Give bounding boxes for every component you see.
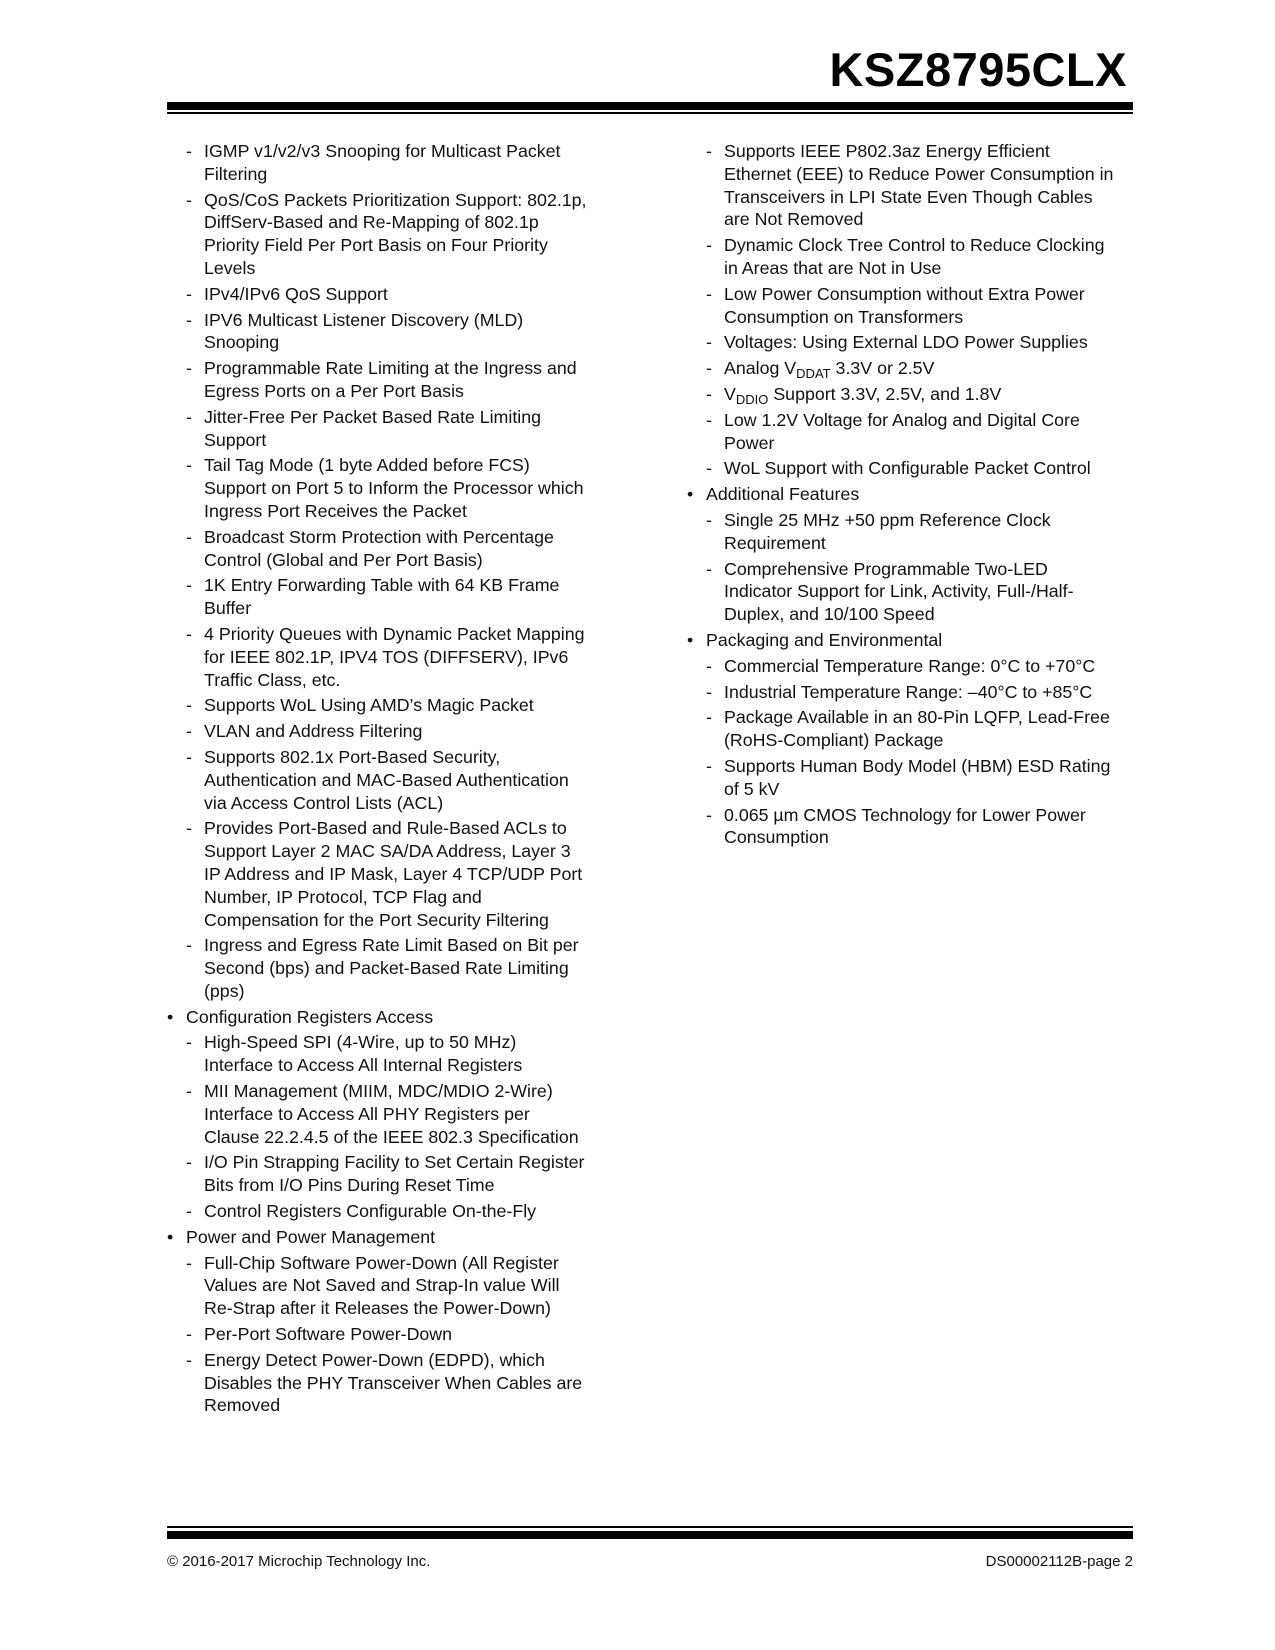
dash-item — [167, 817, 587, 931]
item-text: Jitter-Free Per Packet Based Rate Limiting Support — [204, 406, 541, 450]
dash-item — [167, 1151, 587, 1197]
item-text: Programmable Rate Limiting at the Ingress and Egress Ports on a Per Port Basis — [204, 358, 577, 401]
dash-item — [167, 623, 587, 691]
item-text: 4 Priority Queues with Dynamic Packet Mapping for IEEE 802.1P, IPV4 TOS (DIFFSERV), IPv6 Traffic Class, etc. — [204, 623, 585, 690]
dash-item — [687, 706, 1117, 752]
footer-copyright: © 2016-2017 Microchip Technology Inc. — [167, 1553, 431, 1570]
item-text: Commercial Temperature Range: 0°C to +70°C — [724, 655, 1096, 676]
header-rule-thin — [167, 112, 1133, 114]
item-text: Supports 802.1x Port-Based Security, Authentication and MAC-Based Authentication via Access Control Lists (ACL) — [204, 746, 569, 813]
item-text: Industrial Temperature Range: –40°C to +85°C — [724, 681, 1093, 702]
dash-item — [167, 746, 587, 814]
dash-item — [167, 189, 587, 280]
item-text: Supports IEEE P802.3az Energy Efficient Ethernet (EEE) to Reduce Power Consumption in Transceivers in LPI State Even Though Cables are Not Removed — [724, 141, 1114, 230]
dash-item — [167, 720, 587, 743]
dash-item — [167, 1323, 587, 1346]
item-text-subscript: DDAT — [796, 366, 831, 382]
item-text: IPv4/IPv6 QoS Support — [204, 283, 388, 304]
dash-item — [687, 409, 1117, 455]
dash-item — [167, 1349, 587, 1417]
dash-item — [167, 1200, 587, 1223]
item-text: VLAN and Address Filtering — [204, 721, 423, 742]
footer-rule-thick — [167, 1531, 1133, 1539]
footer-rule-thin — [167, 1526, 1133, 1528]
item-text: Full-Chip Software Power-Down (All Register Values are Not Saved and Strap-In value Will Re-Strap after it Releases the Power-Down) — [204, 1252, 560, 1319]
dash-item — [687, 457, 1117, 480]
dash-item — [167, 1080, 587, 1148]
dash-item — [687, 755, 1117, 801]
dash-item — [687, 234, 1117, 280]
bullet-item — [687, 483, 1117, 506]
dash-item — [167, 1252, 587, 1320]
dash-item — [687, 558, 1117, 626]
item-text-subscript: DDIO — [735, 391, 769, 407]
dash-item — [167, 283, 587, 306]
footer-page-number: DS00002112B-page 2 — [985, 1553, 1133, 1570]
item-text: I/O Pin Strapping Facility to Set Certain Register Bits from I/O Pins During Reset Time — [204, 1152, 585, 1196]
item-text-post: Support 3.3V, 2.5V, and 1.8V — [768, 383, 1002, 404]
dash-item — [167, 140, 587, 186]
dash-item — [687, 681, 1117, 704]
item-text: Tail Tag Mode (1 byte Added before FCS) Support on Port 5 to Inform the Processor which Ingress Port Receives the Packet — [204, 455, 584, 521]
item-text: Packaging and Environmental — [706, 629, 943, 650]
bullet-item — [167, 1226, 587, 1249]
item-text: WoL Support with Configurable Packet Control — [724, 458, 1091, 479]
dash-item — [167, 574, 587, 620]
item-text: Per-Port Software Power-Down — [204, 1324, 453, 1345]
dash-item — [687, 283, 1117, 329]
dash-item — [687, 655, 1117, 678]
item-text: Low Power Consumption without Extra Power Consumption on Transformers — [724, 283, 1085, 327]
dash-item — [167, 357, 587, 403]
item-text: Package Available in an 80-Pin LQFP, Lead-Free (RoHS-Compliant) Package — [724, 707, 1110, 751]
item-text: Provides Port-Based and Rule-Based ACLs to Support Layer 2 MAC SA/DA Address, Layer 3 IP Address and IP Mask, Layer 4 TCP/UDP Port Number, IP Protocol, TCP Flag and Compensation for the Port Security Filtering — [204, 818, 583, 930]
dash-item — [167, 406, 587, 452]
item-text-pre: V — [724, 383, 736, 404]
dash-item — [687, 383, 1117, 406]
bullet-item — [167, 1006, 587, 1029]
item-text: Dynamic Clock Tree Control to Reduce Clocking in Areas that are Not in Use — [724, 235, 1105, 278]
item-text: Supports Human Body Model (HBM) ESD Rating of 5 kV — [724, 755, 1111, 799]
item-text: Energy Detect Power-Down (EDPD), which Disables the PHY Transceiver When Cables are Removed — [204, 1349, 583, 1416]
item-text: Ingress and Egress Rate Limit Based on Bit per Second (bps) and Packet-Based Rate Limiting (pps) — [204, 935, 579, 1001]
dash-item — [687, 357, 1117, 380]
page-title: KSZ8795CLX — [829, 43, 1127, 96]
dash-item — [687, 331, 1117, 354]
left-column — [167, 140, 587, 1420]
bullet-item — [687, 629, 1117, 652]
item-text: Voltages: Using External LDO Power Supplies — [724, 332, 1088, 353]
dash-item — [167, 526, 587, 572]
item-text: Broadcast Storm Protection with Percentage Control (Global and Per Port Basis) — [204, 526, 554, 570]
item-text: 1K Entry Forwarding Table with 64 KB Frame Buffer — [204, 575, 560, 619]
dash-item — [687, 509, 1117, 555]
header-rule-thick — [167, 102, 1133, 110]
item-text: QoS/CoS Packets Prioritization Support: 802.1p, DiffServ-Based and Re-Mapping of 802.1p Priority Field Per Port Basis on Four Priority Levels — [204, 189, 587, 278]
item-text: IGMP v1/v2/v3 Snooping for Multicast Packet Filtering — [204, 141, 561, 184]
item-text: Configuration Registers Access — [186, 1006, 434, 1027]
item-text: Single 25 MHz +50 ppm Reference Clock Requirement — [724, 509, 1051, 553]
item-text: Control Registers Configurable On-the-Fly — [204, 1201, 537, 1222]
item-text: 0.065 µm CMOS Technology for Lower Power Consumption — [724, 804, 1086, 848]
dash-item — [167, 934, 587, 1002]
item-text: Supports WoL Using AMD’s Magic Packet — [204, 695, 534, 716]
item-text: Power and Power Management — [186, 1226, 436, 1247]
dash-item — [167, 694, 587, 717]
item-text-post: 3.3V or 2.5V — [830, 358, 935, 379]
item-text: IPV6 Multicast Listener Discovery (MLD) Snooping — [204, 309, 524, 353]
right-column — [687, 140, 1117, 852]
dash-item — [687, 804, 1117, 850]
dash-item — [167, 309, 587, 355]
dash-item — [167, 1031, 587, 1077]
dash-item — [167, 454, 587, 522]
item-text: Comprehensive Programmable Two-LED Indicator Support for Link, Activity, Full-/Half-Duplex, and 10/100 Speed — [724, 558, 1074, 625]
item-text: MII Management (MIIM, MDC/MDIO 2-Wire) Interface to Access All PHY Registers per Clause 22.2.4.5 of the IEEE 802.3 Specification — [204, 1081, 579, 1147]
dash-item — [687, 140, 1117, 231]
item-text: Additional Features — [706, 484, 860, 505]
item-text: Low 1.2V Voltage for Analog and Digital Core Power — [724, 409, 1080, 453]
item-text-pre: Analog V — [724, 358, 797, 379]
item-text: High-Speed SPI (4-Wire, up to 50 MHz) Interface to Access All Internal Registers — [204, 1032, 523, 1076]
